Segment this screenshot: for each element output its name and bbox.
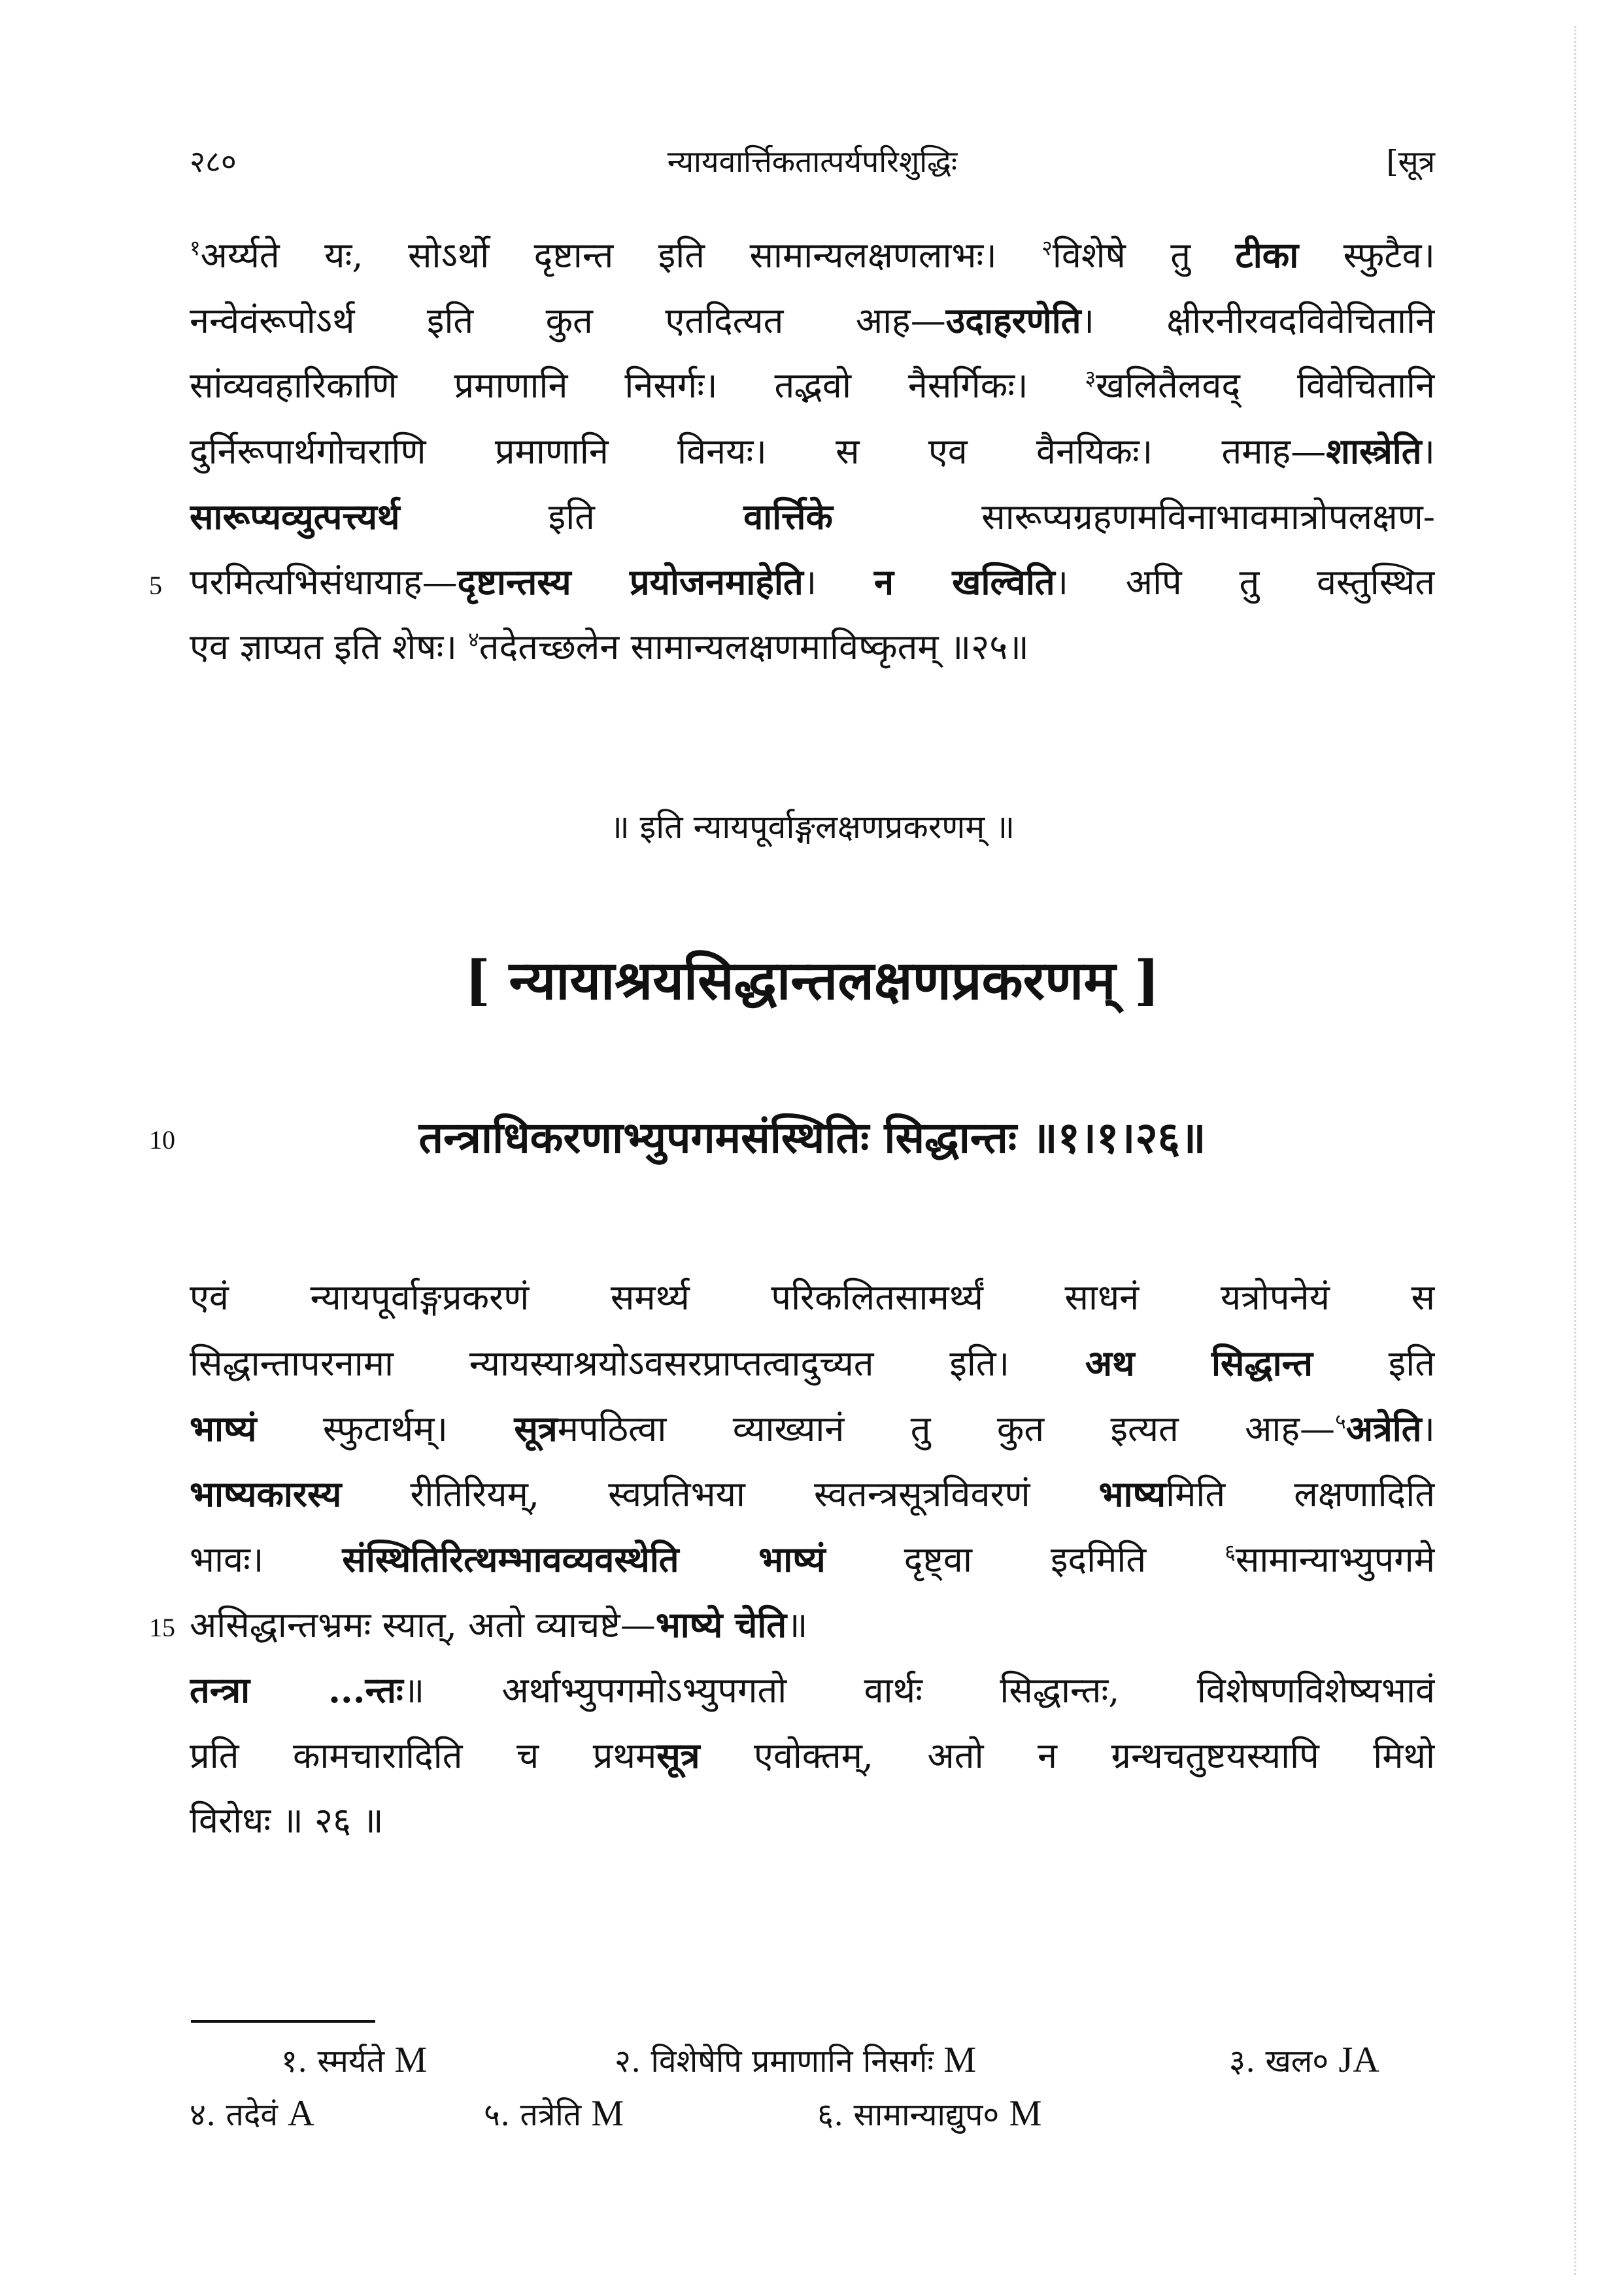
bold-term: अथ सिद्धान्त: [1085, 1342, 1313, 1384]
commentary-paragraph-2: [190, 1265, 1435, 1657]
bold-term: सारूप्यव्युत्पत्त्यर्थ: [190, 496, 400, 537]
bold-term: न खल्विति: [873, 561, 1055, 603]
text-run: विशेषे तु: [1052, 235, 1236, 276]
text-run: विरोधः ॥ २६ ॥: [190, 1800, 384, 1841]
text-run: एवं न्यायपूर्वाङ्गप्रकरणं समर्थ्य परिकलितसामर्थ्यं साधनं यत्रोपनेयं स: [190, 1277, 1435, 1318]
bold-term: भाष्यं: [190, 1408, 257, 1449]
text-line: [190, 1461, 1435, 1527]
commentary-paragraph-1: [190, 222, 1435, 680]
footnote-marker: ५: [1335, 1409, 1346, 1434]
bold-term: उदाहरणेति: [945, 299, 1081, 341]
page-number: २८०: [190, 144, 237, 179]
text-line: [190, 615, 1435, 680]
text-line: [190, 353, 1435, 418]
text-line: [190, 549, 1435, 615]
text-run: नन्वेवंरूपोऽर्थ इति कुत एतदित्यत आह—: [190, 300, 946, 341]
footnote: ५. तत्रेति M: [484, 2093, 624, 2134]
bold-term: भाष्ये चेति: [655, 1604, 787, 1646]
text-run: एव ज्ञाप्यत इति शेषः।: [190, 626, 469, 667]
bold-term: संस्थितिरित्थम्भावव्यवस्थेति भाष्यं: [342, 1538, 826, 1580]
text-run: सिद्धान्तापरनामा न्यायस्याश्रयोऽवसरप्राप्तत्वादुच्यत इति।: [190, 1343, 1085, 1384]
footnote-marker: ६: [1225, 1540, 1236, 1564]
text-run: प्रति कामचारादिति च प्रथम: [190, 1735, 657, 1776]
line-number-10: 10: [149, 1125, 175, 1155]
text-run: सामान्याभ्युपगमे: [1235, 1539, 1435, 1580]
section-marker: [सूत्र: [1386, 144, 1435, 179]
text-line: [190, 1265, 1435, 1330]
text-line: [190, 1592, 1435, 1657]
text-run: एवोक्तम्, अतो न ग्रन्थचतुष्टयस्यापि मिथो: [700, 1735, 1435, 1776]
bold-term: अत्रेति: [1345, 1408, 1422, 1449]
text-line: [190, 1330, 1435, 1396]
text-run: इति: [1312, 1343, 1435, 1384]
text-line: [190, 288, 1435, 353]
text-run: ।: [1421, 1408, 1435, 1449]
text-line: [190, 1527, 1435, 1592]
text-run: ॥ अर्थाभ्युपगमोऽभ्युपगतो वार्थः सिद्धान्तः, विशेषणविशेष्यभावं: [403, 1670, 1435, 1711]
text-line: [190, 1788, 1435, 1853]
bold-term: शास्त्रेति: [1326, 430, 1422, 472]
text-run: इति: [399, 496, 744, 537]
text-run: तदेतच्छलेन सामान्यलक्षणमाविष्कृतम् ॥२५॥: [479, 626, 1029, 667]
footnote-marker: ४: [468, 627, 479, 652]
text-run: रीतिरियम्, स्वप्रतिभया स्वतन्त्रसूत्रविवरणं: [341, 1474, 1099, 1515]
sutra-text: तन्त्राधिकरणाभ्युपगमसंस्थितिः सिद्धान्तः ॥१।१।२६॥: [418, 1112, 1206, 1163]
footnote-marker: २: [1041, 235, 1053, 260]
footnote: १. स्मर्यते M: [281, 2040, 428, 2080]
footnote: ३. खल० JA: [1229, 2040, 1379, 2080]
commentary-paragraph-3: [190, 1657, 1435, 1853]
text-run: मपठित्वा व्याख्यानं तु कुत इत्यत आह—: [557, 1408, 1336, 1449]
running-header: [190, 141, 1435, 199]
bold-term: सूत्र: [514, 1408, 558, 1449]
bold-term: टीका: [1235, 234, 1299, 276]
running-title: न्यायवार्त्तिकतात्पर्यपरिशुद्धिः: [667, 144, 958, 179]
footnote-marker: १: [190, 235, 201, 260]
text-line: [190, 1657, 1435, 1723]
footnote-rule: [191, 2020, 375, 2023]
bold-term: दृष्टान्तस्य प्रयोजनमाहेति: [457, 561, 803, 603]
bold-term: तन्त्रा ...न्तः: [190, 1669, 403, 1711]
colophon: ॥ इति न्यायपूर्वाङ्गलक्षणप्रकरणम् ॥: [609, 808, 1015, 846]
section-heading: [ न्यायाश्रयसिद्धान्तलक्षणप्रकरणम् ]: [465, 949, 1160, 1012]
text-run: ।: [1421, 431, 1435, 472]
text-run: परमित्यभिसंधायाह—: [190, 562, 458, 603]
text-run: स्फुटार्थम्।: [256, 1408, 515, 1449]
bold-term: भाष्यकारस्य: [190, 1473, 342, 1515]
text-run: दृष्ट्वा इदमिति: [825, 1539, 1225, 1580]
text-run: । अपि तु वस्तुस्थित: [1055, 562, 1435, 603]
bold-term: भाष्य: [1098, 1473, 1166, 1515]
text-run: भावः।: [190, 1539, 343, 1580]
bold-term: वार्त्तिके: [743, 496, 833, 537]
text-run: मिति लक्षणादिति: [1166, 1474, 1435, 1515]
footnote: २. विशेषेपि प्रमाणानि निसर्गः M: [615, 2040, 977, 2080]
line-number-15: 15: [149, 1613, 175, 1642]
text-run: सारूप्यग्रहणमविनाभावमात्रोपलक्षण-: [832, 496, 1435, 537]
text-run: ।: [803, 562, 874, 603]
text-run: स्फुटैव।: [1298, 235, 1435, 276]
text-line: [190, 484, 1435, 549]
bold-term: सूत्र: [656, 1734, 700, 1776]
text-line: [190, 418, 1435, 484]
text-line: [190, 222, 1435, 288]
text-run: असिद्धान्तभ्रमः स्यात्, अतो व्याचष्टे—: [190, 1604, 656, 1646]
text-line: [190, 1723, 1435, 1788]
text-line: [190, 1396, 1435, 1461]
text-run: दुर्निरूपार्थगोचराणि प्रमाणानि विनयः। स एव वैनयिकः। तमाह—: [190, 431, 1326, 472]
footnote: ६. सामान्याद्युप० M: [817, 2093, 1042, 2134]
scan-edge-artifact: [1570, 26, 1576, 2275]
text-run: खलितैलवद् विवेचितानि: [1096, 365, 1435, 406]
text-run: ॥: [786, 1604, 808, 1646]
line-number-5: 5: [149, 571, 162, 600]
footnote: ४. तदेवं A: [190, 2093, 314, 2134]
footnote-marker: ३: [1085, 365, 1096, 390]
text-run: अर्य्यते यः, सोऽर्थो दृष्टान्त इति सामान्यलक्षणलाभः।: [200, 235, 1042, 276]
text-run: सांव्यवहारिकाणि प्रमाणानि निसर्गः। तद्भवो नैसर्गिकः।: [190, 365, 1085, 406]
text-run: । क्षीरनीरवदविवेचितानि: [1081, 300, 1435, 341]
